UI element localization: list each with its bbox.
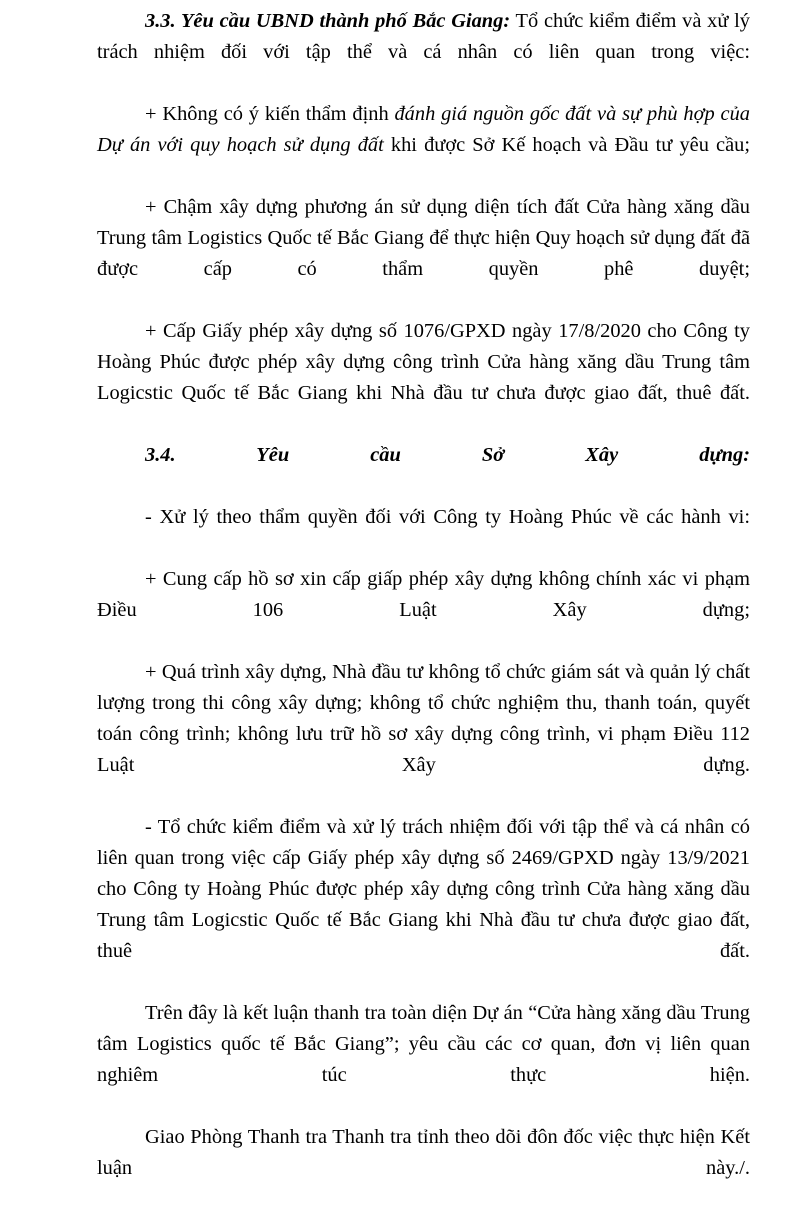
paragraph-closing-1: Trên đây là kết luận thanh tra toàn diện Dự án “Cửa hàng xăng dầu Trung tâm Logistics quốc tế Bắc Giang”; yêu cầu các cơ quan, đơn vị liên quan nghiêm túc thực hiện.	[97, 1002, 750, 1086]
paragraph-3-4-dash-2: - Tổ chức kiểm điểm và xử lý trách nhiệm đối với tập thể và cá nhân có liên quan trong việc cấp Giấy phép xây dựng số 2469/GPXD ngày 13/9/2021 cho Công ty Hoàng Phúc được phép xây dựng công trình Cửa hàng xăng dầu Trung tâm Logicstic Quốc tế Bắc Giang khi Nhà đầu tư chưa được giao đất, thuê đất.	[97, 816, 750, 962]
paragraph-3-3-bullet-2: + Chậm xây dựng phương án sử dụng diện tích đất Cửa hàng xăng dầu Trung tâm Logistics Quốc tế Bắc Giang để thực hiện Quy hoạch sử dụng đất đã được cấp có thẩm quyền phê duyệt;	[97, 196, 750, 280]
document-body	[97, 6, 750, 1215]
paragraph-3-3-bullet-3: + Cấp Giấy phép xây dựng số 1076/GPXD ngày 17/8/2020 cho Công ty Hoàng Phúc được phép xây dựng công trình Cửa hàng xăng dầu Trung tâm Logicstic Quốc tế Bắc Giang khi Nhà đầu tư chưa được giao đất, thuê đất.	[97, 320, 750, 404]
bullet-1-prefix: + Không có ý kiến thẩm định	[145, 103, 395, 125]
heading-3-4: 3.4. Yêu cầu Sở Xây dựng:	[145, 444, 750, 466]
paragraph-3-4-dash-1: - Xử lý theo thẩm quyền đối với Công ty Hoàng Phúc về các hành vi:	[145, 506, 750, 528]
paragraph-section-3-4	[97, 440, 750, 502]
bullet-1-italic-emphasis: đánh giá nguồn gốc đất và sự phù hợp của Dự án với quy hoạch sử dụng đất	[97, 103, 750, 156]
paragraph-3-4-bullet-2: + Quá trình xây dựng, Nhà đầu tư không tổ chức giám sát và quản lý chất lượng trong thi công xây dựng; không tổ chức nghiệm thu, thanh toán, quyết toán công trình; không lưu trữ hồ sơ xây dựng công trình, vi phạm Điều 112 Luật Xây dựng.	[97, 661, 750, 776]
paragraph-section-3-3-text: Tổ chức kiểm điểm và xử lý trách nhiệm đối với tập thể và cá nhân có liên quan trong việc:	[97, 10, 750, 63]
paragraph-closing-2: Giao Phòng Thanh tra Thanh tra tỉnh theo dõi đôn đốc việc thực hiện Kết luận này./.	[97, 1126, 750, 1179]
paragraph-3-3-bullet-1	[97, 99, 750, 192]
bullet-1-suffix: khi được Sở Kế hoạch và Đầu tư yêu cầu;	[383, 134, 750, 156]
paragraph-3-4-bullet-1: + Cung cấp hồ sơ xin cấp giấp phép xây dựng không chính xác vi phạm Điều 106 Luật Xây dựng;	[97, 568, 750, 621]
heading-3-3: 3.3. Yêu cầu UBND thành phố Bắc Giang:	[145, 10, 511, 32]
paragraph-section-3-3	[97, 6, 750, 99]
